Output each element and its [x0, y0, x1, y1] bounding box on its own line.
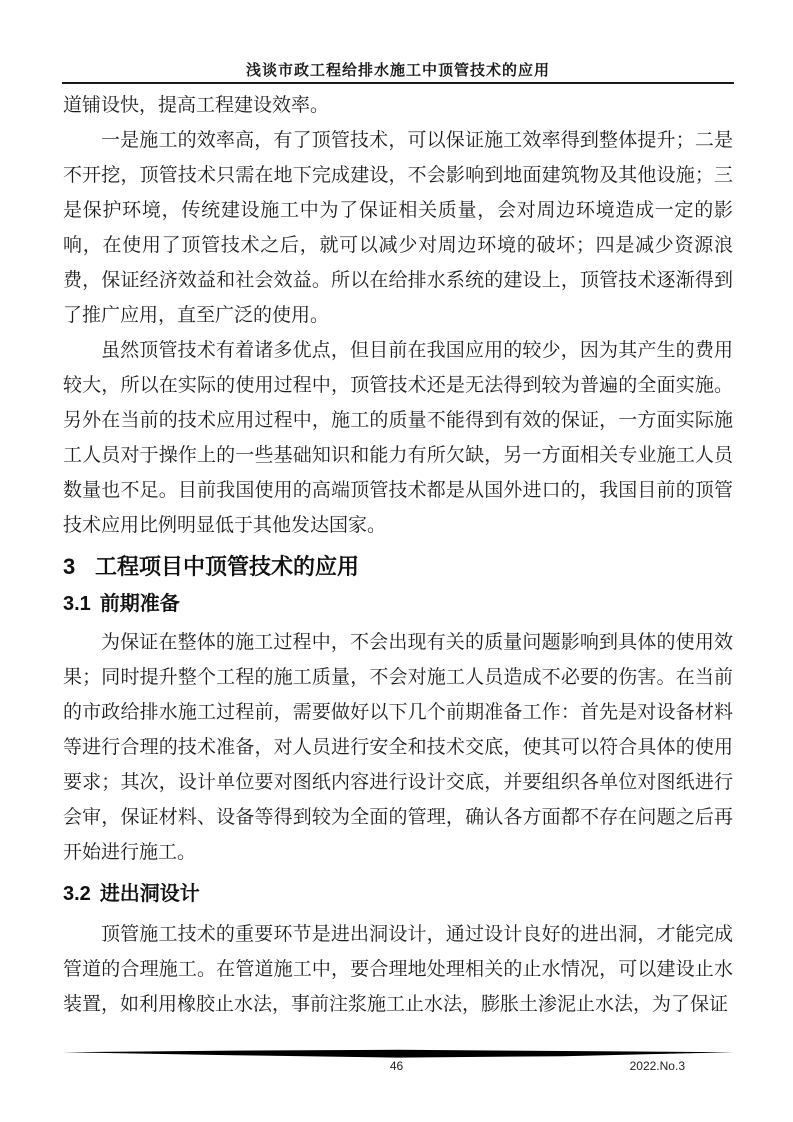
- section-3-1-title: 前期准备: [99, 593, 180, 615]
- footer-divider: [63, 1049, 734, 1058]
- section-3-2-number: 3.2: [63, 883, 91, 905]
- paragraph-continued: 道铺设快，提高工程建设效率。: [63, 95, 330, 116]
- paragraph-preparation: 为保证在整体的施工过程中，不会出现有关的质量问题影响到具体的使用效果；同时提升整个工程的施工质量，不会对施工人员造成不必要的伤害。在当前的市政给排水施工过程前，需要做好以下几个前期准备工作：首先是对设备材料等进行合理的技术准备，对人员进行安全和技术交底，使其可以符合具体的使用要求；其次，设计单位要对图纸内容进行设计交底，并要组织各单位对图纸进行会审，保证材料、设备等得到较为全面的管理，确认各方面都不存在问题之后再开始进行施工。: [63, 632, 733, 863]
- header-divider: [62, 82, 734, 84]
- section-3-heading: [63, 552, 733, 582]
- page-body: [63, 88, 733, 1022]
- paragraph-advantages: 一是施工的效率高，有了顶管技术，可以保证施工效率得到整体提升；二是不开挖，顶管技术只需在地下完成建设，不会影响到地面建筑物及其他设施；三是保护环境，传统建设施工中为了保证相关质量，会对周边环境造成一定的影响，在使用了顶管技术之后，就可以减少对周边环境的破坏；四是减少资源浪费，保证经济效益和社会效益。所以在给排水系统的建设上，顶管技术逐渐得到了推广应用，直至广泛的使用。: [63, 130, 733, 326]
- issue-number: 2022.No.3: [629, 1059, 685, 1073]
- paragraph-tunnel-design: 顶管施工技术的重要环节是进出洞设计，通过设计良好的进出洞，才能完成管道的合理施工。在管道施工中，要合理地处理相关的止水情况，可以建设止水装置，如利用橡胶止水法，事前注浆施工止水法，膨胀土渗泥止水法，为了保证: [63, 924, 733, 1015]
- section-3-number: 3: [63, 554, 76, 579]
- section-3-1-heading: [63, 589, 733, 619]
- paragraph-limitations: 虽然顶管技术有着诸多优点，但目前在我国应用的较少，因为其产生的费用较大，所以在实际的使用过程中，顶管技术还是无法得到较为普遍的全面实施。另外在当前的技术应用过程中，施工的质量不能得到有效的保证，一方面实际施工人员对于操作上的一些基础知识和能力有所欠缺，另一方面相关专业施工人员数量也不足。目前我国使用的高端顶管技术都是从国外进口的，我国目前的顶管技术应用比例明显低于其他发达国家。: [63, 340, 733, 536]
- running-title: 浅谈市政工程给排水施工中顶管技术的应用: [245, 63, 550, 79]
- section-3-1-number: 3.1: [63, 593, 91, 615]
- section-3-2-heading: [63, 879, 733, 909]
- section-3-title: 工程项目中顶管技术的应用: [95, 554, 360, 579]
- section-3-2-title: 进出洞设计: [99, 883, 200, 905]
- page-number: 46: [389, 1059, 404, 1073]
